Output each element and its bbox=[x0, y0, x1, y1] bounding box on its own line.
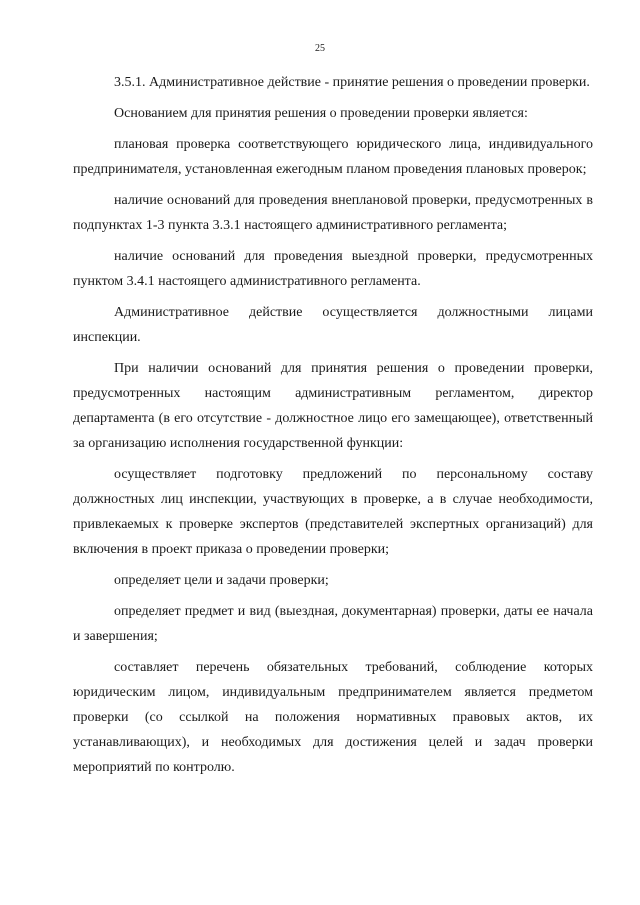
paragraph: осуществляет подготовку предложений по персональному составу должностных лиц инспекции, участвующих в проверке, а в случае необходимости, привлекаемых к проверке экспертов (представителей экспертных организаций) для включения в проект приказа о проведении проверки; bbox=[73, 467, 593, 557]
paragraph: определяет предмет и вид (выездная, документарная) проверки, даты ее начала и завершения; bbox=[73, 604, 593, 644]
page-number: 25 bbox=[315, 43, 325, 54]
paragraph: При наличии оснований для принятия решения о проведении проверки, предусмотренных настоящим административным регламентом, директор департамента (в его отсутствие - должностное лицо его замещающее), ответственный за организацию исполнения государственной функции: bbox=[73, 361, 593, 451]
paragraph: Основанием для принятия решения о проведении проверки является: bbox=[114, 106, 528, 121]
paragraph: Административное действие осуществляется должностными лицами инспекции. bbox=[73, 305, 593, 345]
paragraph: 3.5.1. Административное действие - принятие решения о проведении проверки. bbox=[114, 75, 590, 90]
paragraph: наличие оснований для проведения выездной проверки, предусмотренных пунктом 3.4.1 настоящего административного регламента. bbox=[73, 249, 593, 289]
paragraph: плановая проверка соответствующего юридического лица, индивидуального предпринимателя, установленная ежегодным планом проведения плановых проверок; bbox=[73, 137, 593, 177]
document-body bbox=[73, 70, 593, 780]
paragraph: составляет перечень обязательных требований, соблюдение которых юридическим лицом, индивидуальным предпринимателем является предметом проверки (со ссылкой на положения нормативных правовых актов, их устанавливающих), и необходимых для достижения целей и задач проверки мероприятий по контролю. bbox=[73, 660, 593, 775]
paragraph: наличие оснований для проведения внеплановой проверки, предусмотренных в подпунктах 1-3 пункта 3.3.1 настоящего административного регламента; bbox=[73, 193, 593, 233]
paragraph: определяет цели и задачи проверки; bbox=[114, 573, 329, 588]
